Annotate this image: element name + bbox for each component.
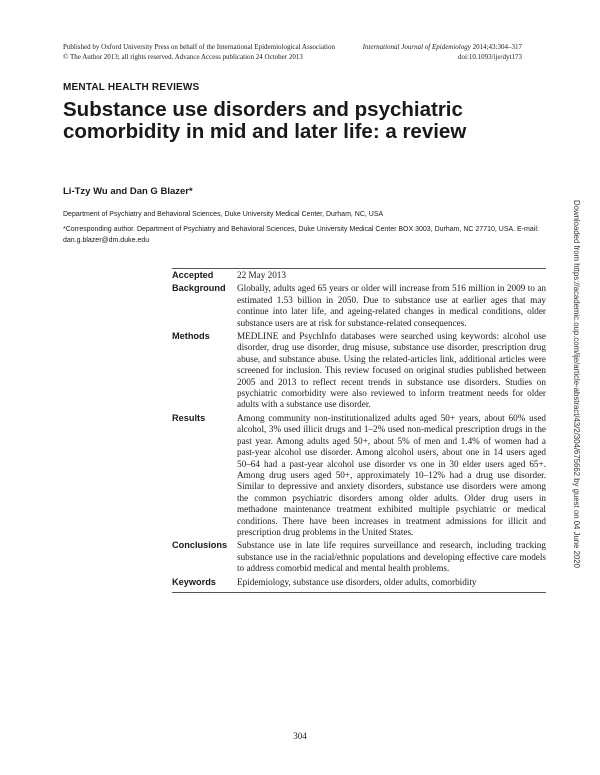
abstract-row-keywords xyxy=(172,577,546,588)
affiliation: Department of Psychiatry and Behavioral Sciences, Duke University Medical Center, Durham, NC, USA xyxy=(63,211,384,218)
copyright-line: © The Author 2013; all rights reserved. Advance Access publication 24 October 2013 xyxy=(63,53,303,61)
journal-citation xyxy=(363,42,522,62)
section-label: MENTAL HEALTH REVIEWS xyxy=(63,82,200,93)
abstract-row-conclusions xyxy=(172,540,546,574)
abstract-text: Globally, adults aged 65 years or older will increase from 516 million in 2009 to an estimated 1.53 billion in 2050. Due to substance use at earlier ages that may continue into later life, and ageing-related changes in medical conditions, older substance users are at risk for substance-related consequences. xyxy=(237,283,546,328)
abstract-label: Background xyxy=(172,283,226,294)
abstract-text: MEDLINE and PsychInfo databases were searched using keywords: alcohol use disorder, drug use disorder, drug misuse, substance use disorder, prescription drug abuse, and substance abuse. Using the related-articles link, additional articles were screened for inclusion. This review focused on original studies published between 2005 and 2013 to reflect recent trends in substance use disorders. Studies on psychiatric comorbidity were also reviewed to inform treatment needs for older adults with a substance use disorder. xyxy=(237,331,546,410)
abstract-label: Accepted xyxy=(172,270,214,280)
doi: doi:10.1093/ije/dyt173 xyxy=(458,53,522,61)
publisher-notice xyxy=(63,42,335,62)
publisher-line: Published by Oxford University Press on behalf of the International Epidemiological Association xyxy=(63,43,335,51)
abstract-box xyxy=(172,268,546,593)
abstract-row-background xyxy=(172,283,546,329)
abstract-row-results xyxy=(172,413,546,538)
abstract-label: Conclusions xyxy=(172,540,228,551)
download-notice: Downloaded from https://academic.oup.com/ije/article-abstract/43/2/304/675662 by guest on 04 June 2020 xyxy=(572,200,581,568)
corresponding-author: *Corresponding author. Department of Psychiatry and Behavioral Sciences, Duke University Medical Center BOX 3003, Durham, NC 27710, USA. E-mail: dan.g.blazer@dm.duke.edu xyxy=(63,226,539,244)
abstract-label: Keywords xyxy=(172,576,216,587)
abstract-text: Substance use in late life requires surveillance and research, including tracking substance use in the racial/ethnic populations and developing effective care models to address comorbid medical and mental health problems. xyxy=(237,540,546,574)
citation-volume: 2014;43:304–317 xyxy=(470,43,522,51)
abstract-text: 22 May 2013 xyxy=(237,270,286,280)
article-title: Substance use disorders and psychiatric comorbidity in mid and later life: a review xyxy=(63,98,467,143)
abstract-row-accepted xyxy=(172,270,546,281)
authors: Li-Tzy Wu and Dan G Blazer* xyxy=(63,186,193,197)
abstract-text: Epidemiology, substance use disorders, older adults, comorbidity xyxy=(237,576,477,587)
abstract-label: Results xyxy=(172,412,206,423)
abstract-row-methods xyxy=(172,331,546,411)
abstract-text: Among community non-institutionalized adults aged 50+ years, about 60% used alcohol, 3% used illicit drugs and 1–2% used non-medical prescription drugs in the past year. Among adults aged 50+, about 5% of men and 1.4% of women had a past-year alcohol use disorder. Among alcohol users, about one in 14 users aged 50–64 had a past-year alcohol use disorder vs one in 30 elder users aged 65+. Among drug users aged 50+, approximately 10–12% had a drug use disorder. Similar to depressive and anxiety disorders, substance use disorders were among the common psychiatric disorders among older adults. Older drug users in methadone maintenance treatment exhibited multiple psychiatric or medical conditions. There have been increases in treatment admissions for illicit and prescription drug problems in the United States. xyxy=(237,412,546,537)
abstract-label: Methods xyxy=(172,331,210,342)
journal-name: International Journal of Epidemiology xyxy=(362,43,471,51)
page-number: 304 xyxy=(293,731,307,741)
